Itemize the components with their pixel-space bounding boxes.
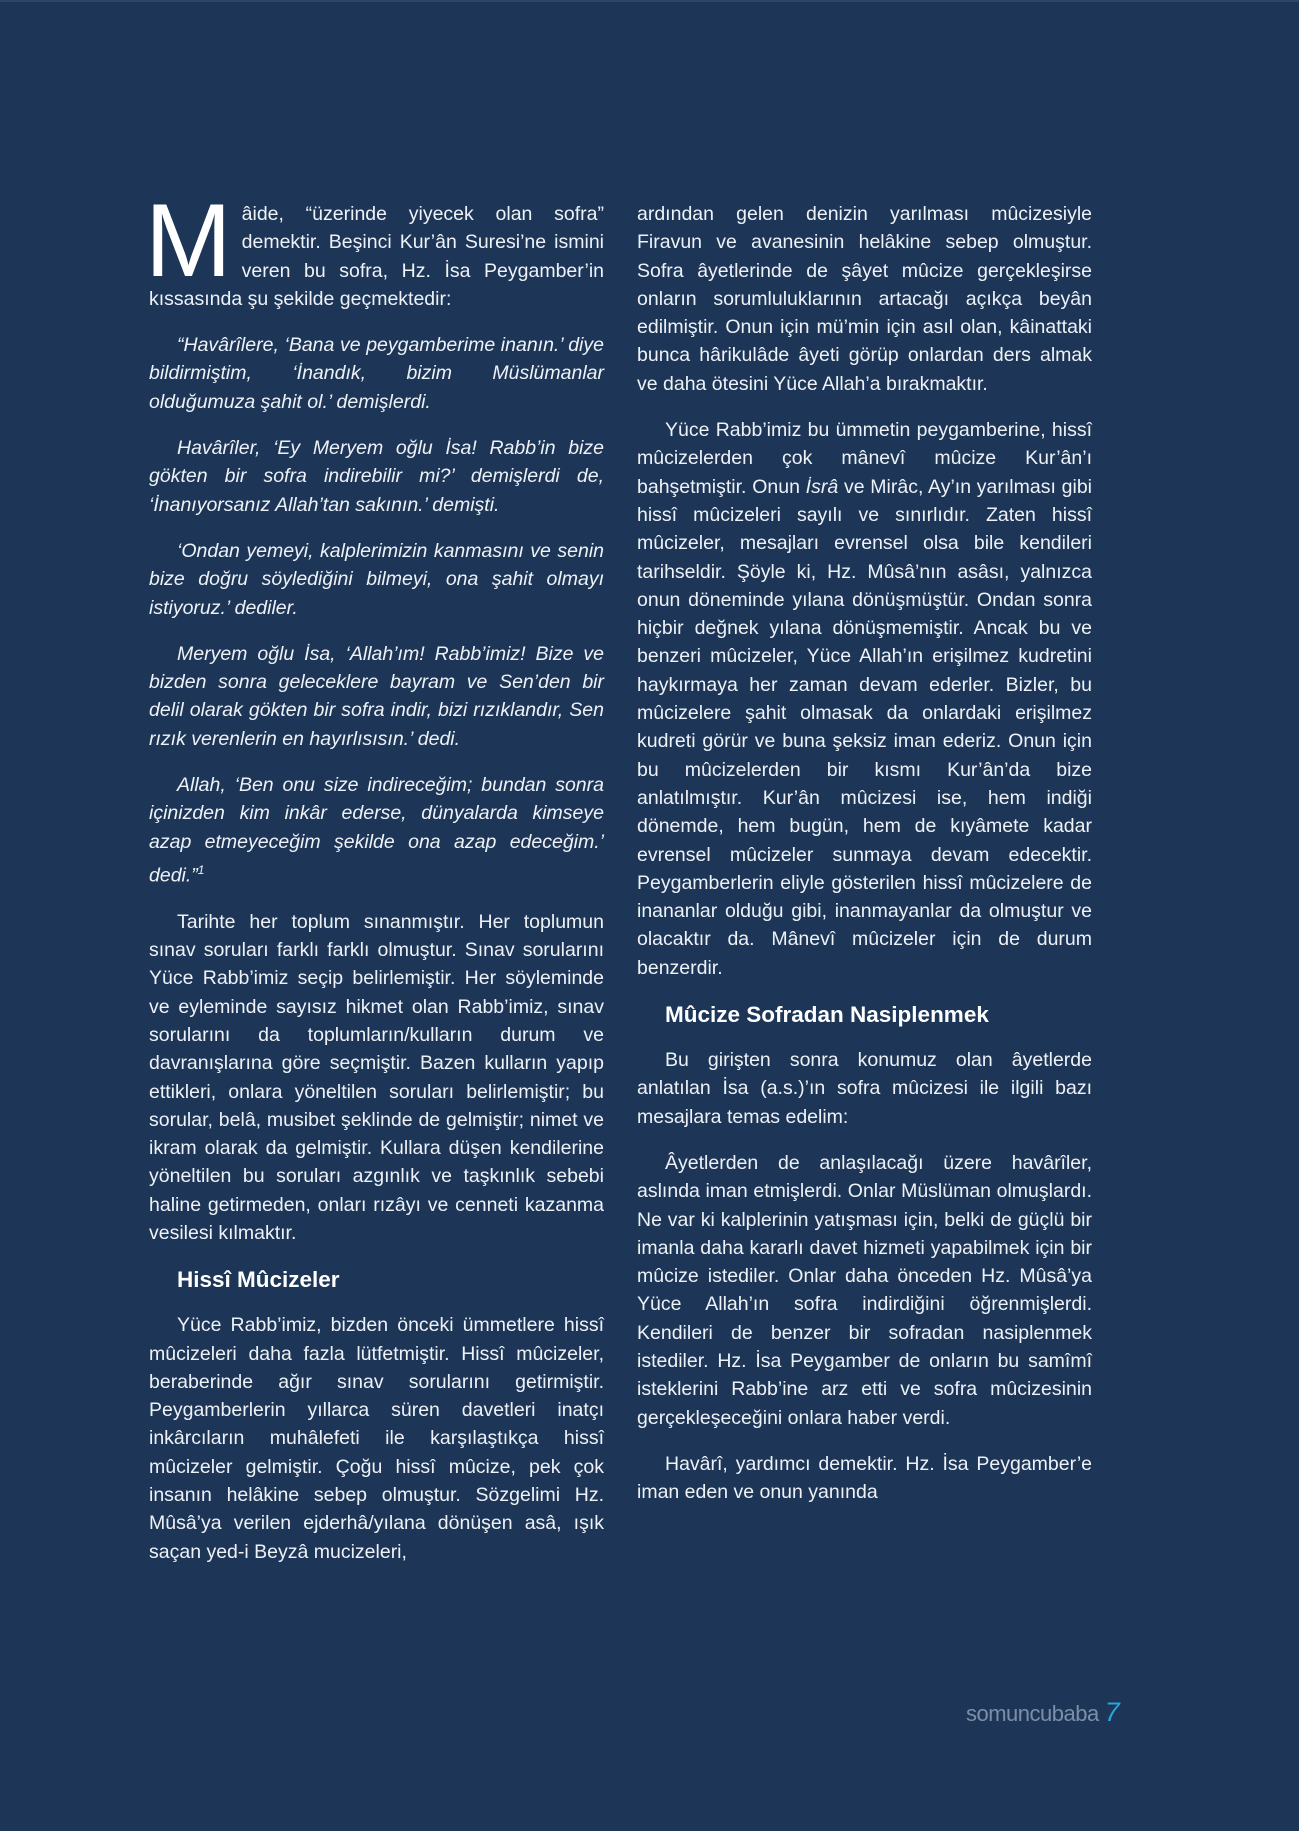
emphasis-isra: İsrâ bbox=[805, 475, 839, 498]
body-paragraph: Tarihte her toplum sınanmıştır. Her toplumun sınav soruları farklı farklı olmuştur. Sınav sorularını Yüce Rabb’imiz seçip belirlemiştir. Her söyleminde ve eyleminde sayısız hikmet olan Rabb’imiz, sınav sorularını da toplumların/kulların durum ve davranışlarına göre seçmiştir. Bazen kulların yapıp ettikleri, onlara yöneltilen soruları belirlemiştir; bu sorular, belâ, musibet şeklinde de gelmiştir; nimet ve ikram olarak da gelmiştir. Kullara düşen kendilerine yöneltilen bu soruları azgınlık ve taşkınlık sebebi haline getirmeden, onları rızâyı ve cenneti kazanma vesilesi kılmaktır. bbox=[149, 910, 604, 1244]
verse-quote-2: Havârîler, ‘Ey Meryem oğlu İsa! Rabb’in bize gökten bir sofra indirebilir mi?’ demişlerdi de, ‘İnanıyorsanız Allah’tan sakının.’ demişti. bbox=[149, 437, 604, 516]
page-number: 7 bbox=[1104, 1697, 1120, 1727]
body-text: ve Mirâc, Ay’ın yarılması gibi hissî mûcizeleri sayılı ve sınırlıdır. Zaten hissî mûcizeler, mesajları evrensel olsa bile kendileri tarihseldir. Şöyle ki, Hz. Mûsâ’nın asâsı, yalnızca onun döneminde yılana dönüşmüştür. Ondan sonra hiçbir değnek yılana dönüşmemiştir. Ancak bu ve benzeri mûcizeler, Yüce Allah’ın erişilmez kudretini haykırmaya her zaman devam ederler. Bizler, bu mûcizelere şahit olmasak da onlardaki erişilmez kudreti görür ve buna şeksiz iman ederiz. Onun için bu mûcizelerden bir kısmı Kur’ân’da bize anlatılmıştır. Kur’ân mûcizesi ise, hem indiği dönemde, hem bugün, hem de kıyâmete kadar evrensel mûcizeler sunmaya devam edecektir. Peygamberlerin eliyle gösterilen hissî mûcizelere de inananlar olduğu gibi, inanmayanlar da olmuştur ve olacaktır da. Mânevî mûcizeler için de durum benzerdir. bbox=[637, 475, 1093, 979]
body-paragraph: Yüce Rabb’imiz, bizden önceki ümmetlere hissî mûcizeleri daha fazla lütfetmiştir. Hissî mûcizeler, beraberinde ağır sınav sorularını getirmiştir. Peygamberlerin yıllarca süren davetleri inatçı inkârcıların muhâlefeti ile karşılaştıkça hissî mûcizeler gelmiştir. Çoğu hissî mûcize, pek çok insanın helâkine sebep olmuştur. Sözgelimi Hz. Mûsâ’ya verilen ejderhâ/yılana dönüşen asâ, ışık saçan yed-i Beyzâ mucizeleri, bbox=[149, 1314, 604, 1563]
verse-quote-5-text: Allah, ‘Ben onu size indireceğim; bundan sonra içinizden kim inkâr ederse, dünyalarda kimseye azap etmeyeceğim şekilde ona azap edeceğim.’ dedi.” bbox=[149, 774, 604, 887]
section-heading-hissi: Hissî Mûcizeler bbox=[177, 1267, 340, 1293]
body-paragraph: ardından gelen denizin yarılması mûcizesiyle Firavun ve avanesinin helâkine sebep olmuştur. Sofra âyetlerinde de şâyet mûcize gerçekleşirse onların sorumluluklarının artacağı açıkça beyân edilmiştir. Onun için mü’min için asıl olan, kâinattaki bunca hârikulâde âyeti görüp onlardan ders almak ve daha ötesini Yüce Allah’a bırakmaktır. bbox=[637, 203, 1092, 395]
body-paragraph: Havârî, yardımcı demektir. Hz. İsa Peygamber’e iman eden ve onun yanında bbox=[637, 1452, 1092, 1504]
section-heading-sofra: Mûcize Sofradan Nasiplenmek bbox=[665, 1002, 989, 1028]
body-text: Yüce Rabb’imiz bu ümmetin peygamberine, hissî mûcizelerden çok mânevî mûcize Kur’ân’ı bahşetmiştir. Onun bbox=[637, 419, 1092, 498]
left-column bbox=[145, 183, 604, 1584]
verse-quote-1: “Havârîlere, ‘Bana ve peygamberime inanın.’ diye bildirmiştim, ‘İnandık, bizim Müslümanlar olduğumuza şahit ol.’ demişlerdi. bbox=[149, 334, 604, 413]
magazine-logo: somuncubaba bbox=[966, 1701, 1099, 1726]
intro-paragraph bbox=[145, 183, 604, 313]
verse-quote-3: ‘Ondan yemeyi, kalplerimizin kanmasını ve senin bize doğru söylediğini bilmeyi, ona şahit olmayı istiyoruz.’ dediler. bbox=[149, 539, 604, 619]
page-footer bbox=[966, 1697, 1119, 1728]
footnote-mark: 1 bbox=[197, 862, 205, 877]
right-column bbox=[637, 200, 1092, 1524]
body-paragraph: Âyetlerden de anlaşılacağı üzere havârîler, aslında iman etmişlerdi. Onlar Müslüman olmuşlardı. Ne var ki kalplerinin yatışması için, belki de güçlü bir imanla daha kararlı davet hizmeti yapabilmek için bir mûcize istediler. Onlar daha önceden Hz. Mûsâ’ya Yüce Allah’ın sofra indirdiğini öğrenmişlerdi. Kendileri de benzer bir sofradan nasiplenmek istediler. Hz. İsa Peygamber de onların bu samîmî isteklerini Rabb’ine arz etti ve sofra mûcizesinin gerçekleşeceğini onlara haber verdi. bbox=[637, 1151, 1092, 1429]
intro-text: âide, “üzerinde yiyecek olan sofra” demektir. Beşinci Kur’ân Suresi’ne ismini veren bu sofra, Hz. İsa Peygamber’in kıssasında şu şekilde geçmektedir: bbox=[149, 203, 604, 310]
body-paragraph: Bu girişten sonra konumuz olan âyetlerde anlatılan İsa (a.s.)’ın sofra mûcizesi ile ilgili bazı mesajlara temas edelim: bbox=[637, 1049, 1092, 1128]
body-paragraph bbox=[637, 416, 1092, 982]
verse-quote-5 bbox=[149, 771, 604, 890]
drop-cap: M bbox=[145, 183, 232, 299]
verse-quote-4: Meryem oğlu İsa, ‘Allah’ım! Rabb’imiz! Bize ve bizden sonra geleceklere bayram ve Sen’den bir delil olarak gökten bir sofra indir, bizi rızıklandır, Sen rızık verenlerin en hayırlısısın.’ dedi. bbox=[149, 642, 604, 750]
top-border bbox=[0, 0, 1299, 2]
